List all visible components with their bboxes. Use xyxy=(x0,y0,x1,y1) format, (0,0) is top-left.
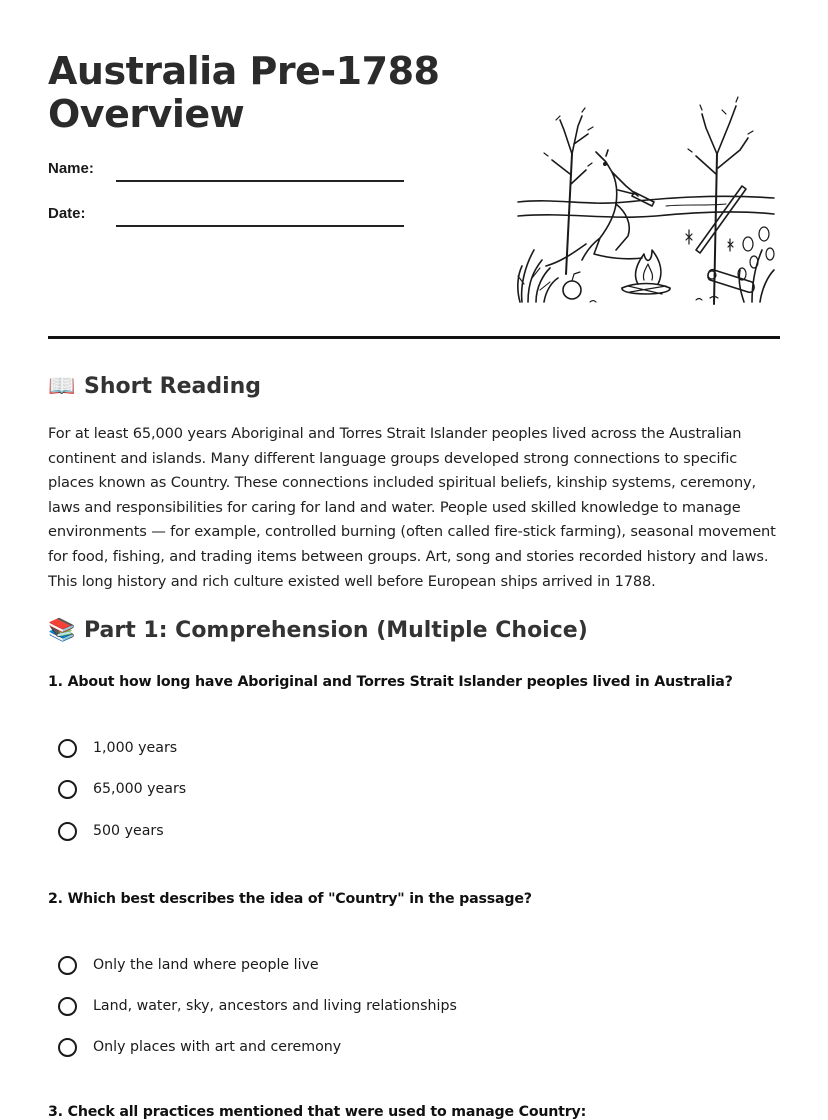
question-1: 1. About how long have Aboriginal and Torres Strait Islander peoples lived in Australia? xyxy=(48,674,733,690)
option-label: Only the land where people live xyxy=(93,957,319,973)
name-line[interactable] xyxy=(116,180,404,182)
kangaroo-landscape-illustration xyxy=(516,94,776,312)
q2-option-2[interactable] xyxy=(58,993,457,1019)
radio-button[interactable] xyxy=(58,956,77,975)
q1-option-3[interactable] xyxy=(58,818,164,844)
title-line-2: Overview xyxy=(48,92,245,136)
name-field[interactable] xyxy=(48,160,408,190)
name-label: Name: xyxy=(48,160,94,177)
option-label: 65,000 years xyxy=(93,781,187,797)
reading-passage: For at least 65,000 years Aboriginal and Torres Strait Islander peoples lived across the Australian continent and islands. Many different language groups developed strong connections to specific places known as Country. These connections included spiritual beliefs, kinship systems, ceremony, laws and responsibilities for caring for land and water. People used skilled knowledge to manage environments — for example, controlled burning (often called fire-stick farming), seasonal movement for food, fishing, and trading items between groups. Art, song and stories recorded history and laws. This long history and rich culture existed well before European ships arrived in 1788. xyxy=(48,425,776,590)
short-reading-heading-text: Short Reading xyxy=(84,374,262,399)
radio-button[interactable] xyxy=(58,822,77,841)
question-2: 2. Which best describes the idea of "Country" in the passage? xyxy=(48,891,532,907)
q1-option-2[interactable] xyxy=(58,776,186,802)
option-label: 500 years xyxy=(93,823,164,839)
date-line[interactable] xyxy=(116,225,404,227)
title-line-1: Australia Pre-1788 xyxy=(48,49,440,93)
open-book-icon: 📖 xyxy=(48,374,76,399)
date-label: Date: xyxy=(48,205,86,222)
option-label: 1,000 years xyxy=(93,740,178,756)
q2-option-3[interactable] xyxy=(58,1034,341,1060)
date-field[interactable] xyxy=(48,205,408,235)
radio-button[interactable] xyxy=(58,1038,77,1057)
radio-button[interactable] xyxy=(58,780,77,799)
radio-button[interactable] xyxy=(58,739,77,758)
page-title xyxy=(48,50,468,136)
part1-heading xyxy=(48,618,588,643)
q1-option-1[interactable] xyxy=(58,735,177,761)
q2-option-1[interactable] xyxy=(58,952,319,978)
short-reading-heading xyxy=(48,374,261,399)
question-3: 3. Check all practices mentioned that were used to manage Country: xyxy=(48,1104,587,1120)
option-label: Land, water, sky, ancestors and living relationships xyxy=(93,998,457,1014)
radio-button[interactable] xyxy=(58,997,77,1016)
part1-heading-text: Part 1: Comprehension (Multiple Choice) xyxy=(84,618,588,643)
option-label: Only places with art and ceremony xyxy=(93,1039,342,1055)
header-divider xyxy=(48,336,780,339)
books-icon: 📚 xyxy=(48,618,76,643)
